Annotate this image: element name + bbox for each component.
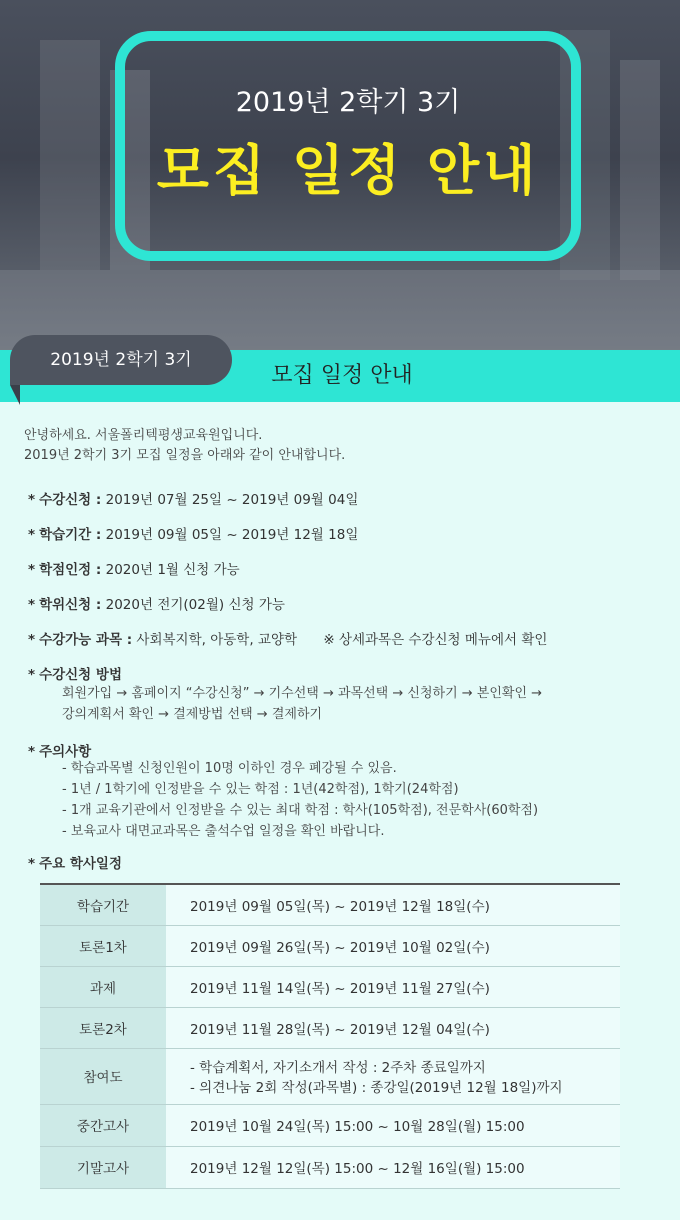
table-row bbox=[40, 1007, 620, 1048]
caution-line: - 학습과목별 신청인원이 10명 이하인 경우 폐강될 수 있음. bbox=[62, 761, 397, 776]
item-label: 수강신청 : bbox=[39, 492, 102, 508]
caution-list bbox=[62, 758, 538, 842]
table-row bbox=[40, 925, 620, 966]
hero-title: 모집 일정 안내 bbox=[156, 139, 540, 202]
row-value: 2019년 12월 12일(목) 15:00 ~ 12월 16일(월) 15:00 bbox=[166, 1146, 620, 1188]
row-value: 2019년 11월 14일(목) ~ 2019년 11월 27일(수) bbox=[166, 966, 620, 1007]
item-label: 수강신청 방법 bbox=[39, 667, 123, 683]
row-value: 2019년 11월 28일(목) ~ 2019년 12월 04일(수) bbox=[166, 1007, 620, 1048]
tab-fold bbox=[10, 385, 20, 405]
banner-title: 모집 일정 안내 bbox=[271, 363, 413, 388]
item-label: 학위신청 : bbox=[39, 597, 102, 613]
caution-line: - 1개 교육기관에서 인정받을 수 있는 최대 학점 : 학사(105학점), 전문학사(60학점) bbox=[62, 803, 539, 818]
info-item bbox=[28, 628, 547, 648]
bullet-star-icon: * bbox=[28, 632, 36, 648]
table-row bbox=[40, 1048, 620, 1104]
caution-line: - 1년 / 1학기에 인정받을 수 있는 학점 : 1년(42학점), 1학기(24학점) bbox=[62, 782, 459, 797]
item-value: 2020년 전기(02월) 신청 가능 bbox=[105, 597, 285, 613]
row-header: 중간고사 bbox=[40, 1104, 166, 1146]
bullet-star-icon: * bbox=[28, 744, 36, 760]
background-book bbox=[620, 60, 660, 280]
row-header: 기말고사 bbox=[40, 1146, 166, 1188]
bullet-star-icon: * bbox=[28, 667, 36, 683]
method-line: 강의계획서 확인 → 결제방법 선택 → 결제하기 bbox=[62, 707, 323, 722]
background-book bbox=[40, 40, 100, 270]
table-row bbox=[40, 1146, 620, 1188]
bullet-star-icon: * bbox=[28, 492, 36, 508]
hero-subtitle: 2019년 2학기 3기 bbox=[235, 87, 461, 118]
row-value: 2019년 09월 26일(목) ~ 2019년 10월 02일(수) bbox=[166, 925, 620, 966]
info-item bbox=[28, 488, 358, 508]
row-header: 참여도 bbox=[40, 1048, 166, 1104]
item-value: 2019년 07월 25일 ~ 2019년 09월 04일 bbox=[105, 492, 359, 508]
row-value-line: - 학습계획서, 자기소개서 작성 : 2주차 종료일까지 bbox=[190, 1060, 486, 1076]
row-header: 토론1차 bbox=[40, 925, 166, 966]
method-line: 회원가입 → 홈페이지 “수강신청” → 기수선택 → 과목선택 → 신청하기 → 본인확인 → bbox=[62, 686, 543, 701]
table-row bbox=[40, 966, 620, 1007]
semester-tab: 2019년 2학기 3기 bbox=[10, 335, 232, 385]
row-value: 2019년 09월 05일(목) ~ 2019년 12월 18일(수) bbox=[166, 884, 620, 925]
intro-text bbox=[24, 426, 345, 466]
row-value bbox=[166, 1048, 620, 1104]
info-item bbox=[28, 593, 285, 613]
intro-line: 2019년 2학기 3기 모집 일정을 아래와 같이 안내합니다. bbox=[24, 448, 346, 463]
caution-heading bbox=[28, 740, 91, 760]
method-steps bbox=[62, 683, 542, 725]
item-label: 주의사항 bbox=[39, 744, 92, 760]
bullet-star-icon: * bbox=[28, 856, 36, 872]
item-label: 수강가능 과목 : bbox=[39, 632, 133, 648]
info-item bbox=[28, 558, 240, 578]
row-value-line: - 의견나눔 2회 작성(과목별) : 종강일(2019년 12월 18일)까지 bbox=[190, 1080, 563, 1096]
schedule-table bbox=[40, 883, 620, 1189]
info-item bbox=[28, 523, 358, 543]
item-value: 사회복지학, 아동학, 교양학 bbox=[136, 632, 298, 648]
row-header: 과제 bbox=[40, 966, 166, 1007]
table-row bbox=[40, 1104, 620, 1146]
item-value: 2019년 09월 05일 ~ 2019년 12월 18일 bbox=[105, 527, 359, 543]
bullet-star-icon: * bbox=[28, 527, 36, 543]
row-value: 2019년 10월 24일(목) 15:00 ~ 10월 28일(월) 15:00 bbox=[166, 1104, 620, 1146]
caution-line: - 보육교사 대면교과목은 출석수업 일정을 확인 바랍니다. bbox=[62, 824, 385, 839]
bullet-star-icon: * bbox=[28, 597, 36, 613]
hero-section bbox=[0, 0, 680, 352]
item-label: 학습기간 : bbox=[39, 527, 102, 543]
method-heading bbox=[28, 663, 122, 683]
bullet-star-icon: * bbox=[28, 562, 36, 578]
item-label: 주요 학사일정 bbox=[39, 856, 123, 872]
row-header: 토론2차 bbox=[40, 1007, 166, 1048]
item-label: 학점인정 : bbox=[39, 562, 102, 578]
row-header: 학습기간 bbox=[40, 884, 166, 925]
item-note: ※ 상세과목은 수강신청 메뉴에서 확인 bbox=[323, 632, 548, 648]
intro-line: 안녕하세요. 서울폴리텍평생교육원입니다. bbox=[24, 428, 263, 443]
schedule-heading bbox=[28, 852, 122, 872]
item-value: 2020년 1월 신청 가능 bbox=[105, 562, 240, 578]
table-row bbox=[40, 884, 620, 925]
